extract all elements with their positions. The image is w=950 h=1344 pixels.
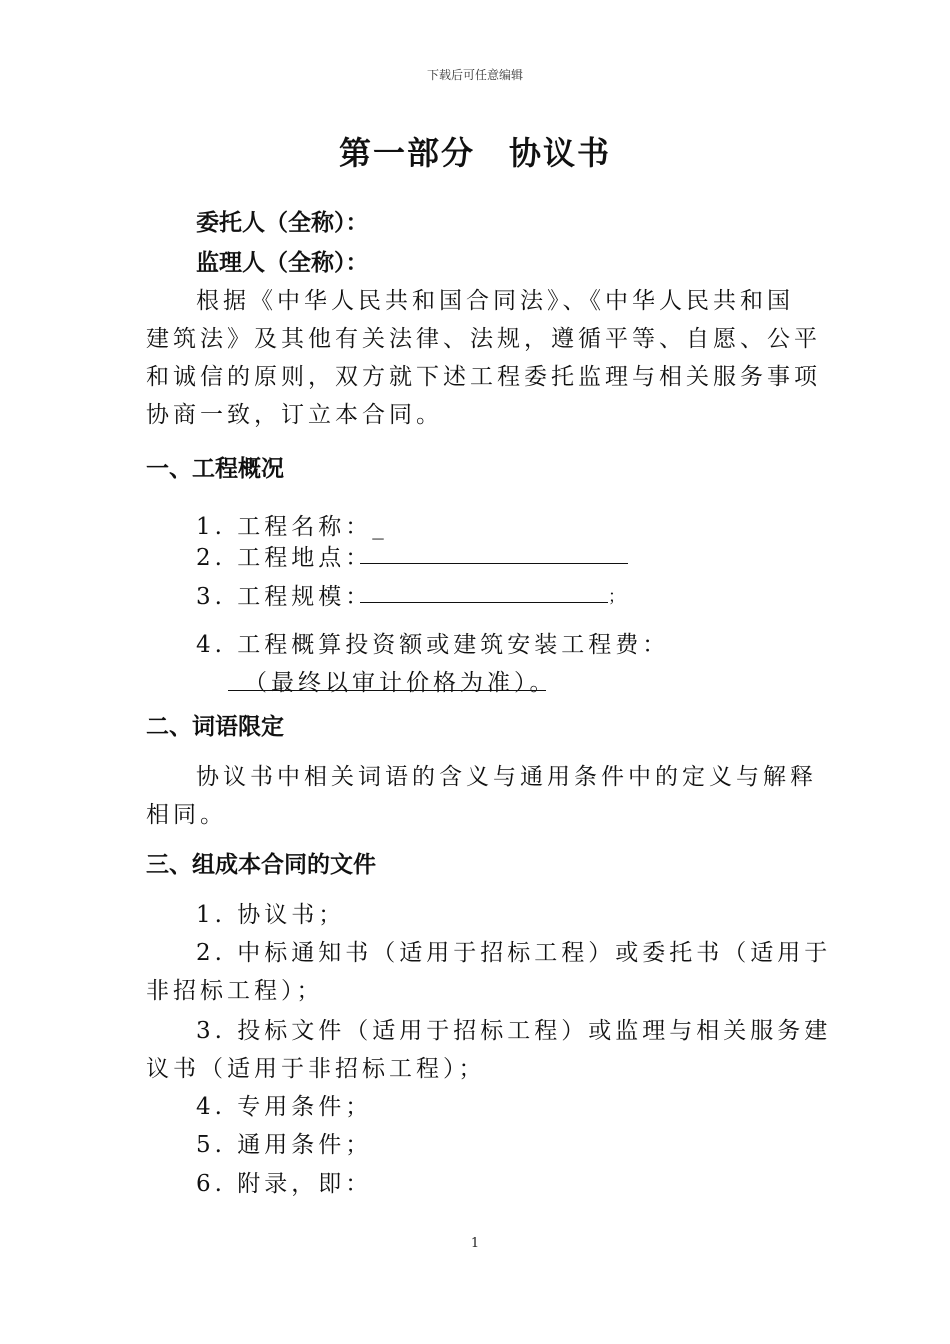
project-scale-suffix: ； <box>608 587 625 607</box>
section3-line-7: 5. 通用条件； <box>196 1132 373 1158</box>
section3-line-2: 2. 中标通知书（适用于招标工程）或委托书（适用于 <box>196 940 832 966</box>
client-label: 委托人（全称）： <box>196 209 369 236</box>
page-header: 下载后可任意编辑 <box>426 68 523 82</box>
section3-line-1: 1. 协议书； <box>196 902 346 928</box>
section3-line-6: 4. 专用条件； <box>196 1094 373 1120</box>
section3-heading: 三、组成本合同的文件 <box>146 851 376 878</box>
intro-line-2: 建筑法》及其他有关法律、法规，遵循平等、自愿、公平 <box>146 326 821 352</box>
intro-line-3: 和诚信的原则，双方就下述工程委托监理与相关服务事项 <box>146 364 821 390</box>
section2-line-2: 相同。 <box>146 802 227 828</box>
section3-line-3: 非招标工程）； <box>146 978 324 1004</box>
project-name-item: 1. 工程名称：_ <box>196 514 388 540</box>
project-scale-blank <box>360 602 608 603</box>
project-location-item: 2. 工程地点： <box>196 545 373 571</box>
budget-note: （最终以审计价格为准）。 <box>244 670 557 696</box>
project-budget-item: 4. 工程概算投资额或建筑安装工程费： <box>196 632 670 658</box>
intro-line-4: 协商一致，订立本合同。 <box>146 402 443 428</box>
section3-line-5: 议书（适用于非招标工程）； <box>146 1056 486 1082</box>
section2-line-1: 协议书中相关词语的含义与通用条件中的定义与解释 <box>196 764 817 790</box>
section1-heading: 一、工程概况 <box>146 455 284 482</box>
project-scale-item: 3. 工程规模： <box>196 584 373 610</box>
title-name: 协议书 <box>509 134 612 172</box>
section3-line-8: 6. 附录，即： <box>196 1171 373 1197</box>
project-location-blank <box>360 563 628 564</box>
supervisor-label: 监理人（全称）： <box>196 249 369 276</box>
page-number: 1 <box>470 1236 480 1251</box>
title-part: 第一部分 <box>338 134 475 172</box>
page-title <box>0 128 950 174</box>
budget-note-underline <box>228 690 546 691</box>
intro-line-1: 根据《中华人民共和国合同法》、《中华人民共和国 <box>196 288 794 314</box>
section3-line-4: 3. 投标文件（适用于招标工程）或监理与相关服务建 <box>196 1018 832 1044</box>
section2-heading: 二、词语限定 <box>146 713 284 740</box>
